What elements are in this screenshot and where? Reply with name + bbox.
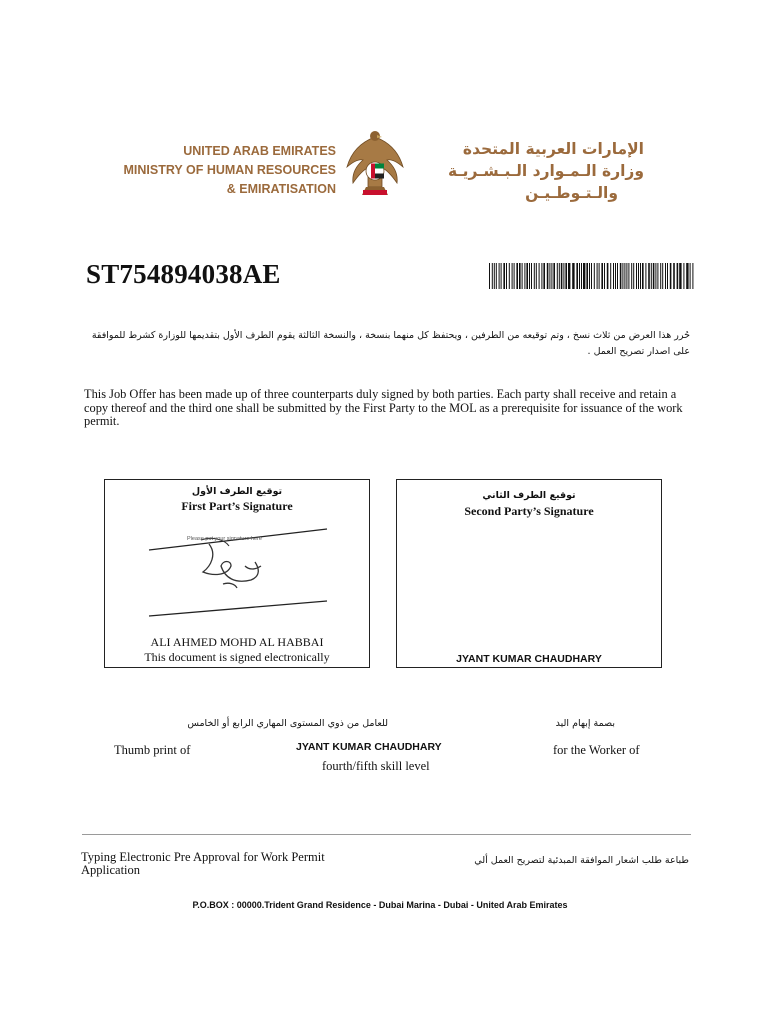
second-party-name: JYANT KUMAR CHAUDHARY — [456, 653, 602, 665]
first-party-title-arabic: توقيع الطرف الأول — [191, 486, 283, 497]
first-party-title: First Part’s Signature — [181, 499, 293, 513]
worker-name: JYANT KUMAR CHAUDHARY — [296, 741, 442, 753]
uae-falcon-emblem-icon — [344, 127, 406, 199]
header-ar-line1: الإمارات العربية المتحدة — [462, 140, 644, 158]
header-en-line3: & EMIRATISATION — [226, 182, 336, 196]
first-party-signature-box — [104, 479, 370, 668]
typing-note-english: Typing Electronic Pre Approval for Work Permit Application — [81, 850, 325, 877]
second-party-title: Second Party’s Signature — [464, 504, 594, 518]
header-en-line1: UNITED ARAB EMIRATES — [183, 144, 336, 158]
thumb-print-arabic: بصمة إبهام اليد — [555, 718, 615, 729]
arabic-paragraph: حُرر هذا العرض من ثلاث نسخ ، وتم توقيعه من الطرفين ، ويحتفظ كل منهما بنسخة ، والنسخة الثالثة يقوم الطرف الأول بتقديمها للوزارة كشرط للموافقة على اصدار تصريح العمل . — [91, 330, 690, 357]
first-party-name: ALI AHMED MOHD AL HABBAI — [150, 635, 324, 649]
for-the-worker-label: for the Worker of — [553, 743, 640, 757]
thumb-print-label: Thumb print of — [114, 743, 191, 757]
worker-level-arabic: للعامل من ذوي المستوى المهاري الرابع أو الخامس — [187, 718, 388, 729]
footer-address: P.O.BOX : 00000.Trident Grand Residence - Dubai Marina - Dubai - United Arab Emirates — [192, 900, 568, 910]
ministry-name-arabic — [414, 138, 644, 204]
ministry-name-english — [110, 142, 336, 199]
typing-note-arabic: طباعة طلب اشعار الموافقة المبدئية لتصريح العمل ألي — [474, 855, 689, 866]
barcode-icon — [489, 263, 695, 289]
header-ar-line2: وزارة الـمـوارد الـبـشـريـة — [447, 162, 644, 180]
header-en-line2: MINISTRY OF HUMAN RESOURCES — [123, 163, 336, 177]
electronic-signature-note: This document is signed electronically — [144, 650, 330, 664]
footer-divider — [82, 834, 691, 835]
skill-level: fourth/fifth skill level — [322, 759, 430, 773]
header-ar-line3: والـتـوطـيـن — [525, 184, 618, 202]
signature-line-caption: Please put your signature here — [187, 536, 262, 542]
reference-number: ST754894038AE — [86, 259, 281, 289]
second-party-title-arabic: توقيع الطرف الثاني — [482, 490, 576, 501]
english-paragraph: This Job Offer has been made up of three counterparts duly signed by both parties. Each party shall receive and retain a copy thereof and the third one shall be submitted by the First Party to the MOL as a prerequisite for issuance of the work permit. — [84, 387, 683, 428]
second-party-signature-box — [396, 479, 662, 668]
